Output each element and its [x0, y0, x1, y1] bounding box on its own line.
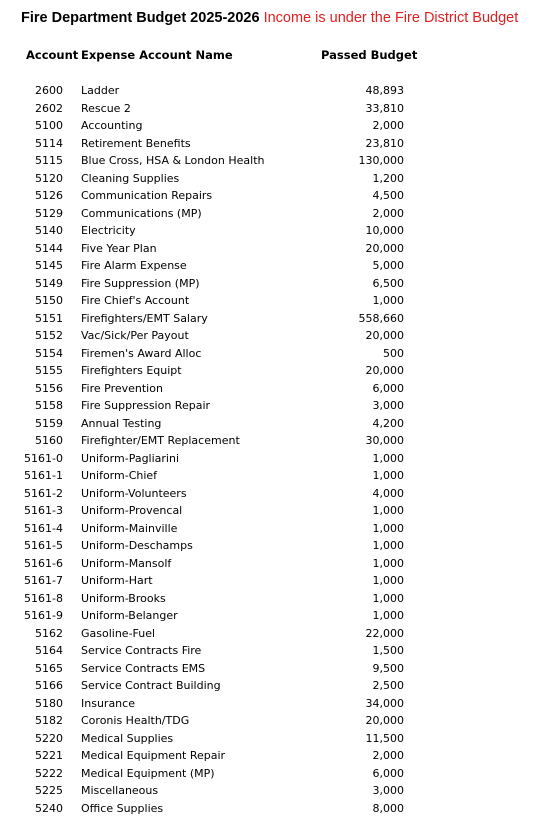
table-row — [0, 520, 547, 538]
account-number: 5161-6 — [24, 556, 63, 570]
account-number: 5115 — [35, 154, 63, 167]
expense-account-name: Office Supplies — [81, 801, 164, 815]
table-row — [0, 590, 547, 608]
table-row — [0, 187, 547, 205]
passed-budget-amount: 3,000 — [372, 399, 404, 412]
passed-budget-amount: 4,200 — [372, 416, 404, 430]
column-header-expense-account-name: Expense Account Name — [81, 48, 233, 62]
table-row — [0, 152, 547, 170]
expense-account-name: Insurance — [81, 696, 135, 710]
expense-account-name: Fire Chief's Account — [81, 294, 190, 307]
table-row — [0, 170, 547, 188]
expense-account-name: Service Contracts EMS — [81, 661, 206, 675]
passed-budget-amount: 558,660 — [358, 311, 404, 325]
account-number: 5129 — [35, 206, 63, 220]
expense-account-name: Electricity — [81, 224, 136, 237]
passed-budget-amount: 1,000 — [372, 469, 404, 482]
expense-account-name: Fire Suppression Repair — [81, 399, 211, 412]
passed-budget-amount: 5,000 — [372, 259, 404, 272]
account-number: 5158 — [35, 399, 63, 412]
column-header-passed-budget: Passed Budget — [321, 48, 418, 62]
passed-budget-amount: 34,000 — [365, 696, 404, 710]
expense-account-name: Firefighters Equipt — [81, 364, 182, 377]
expense-account-name: Accounting — [81, 119, 143, 132]
passed-budget-amount: 1,000 — [372, 591, 404, 605]
passed-budget-amount: 130,000 — [358, 154, 404, 167]
table-row — [0, 310, 547, 328]
account-number: 5161-0 — [24, 451, 63, 465]
expense-account-name: Ladder — [81, 84, 120, 97]
passed-budget-amount: 1,000 — [372, 521, 404, 535]
account-number: 5114 — [35, 136, 63, 150]
expense-account-name: Communications (MP) — [81, 206, 202, 220]
expense-account-name: Firefighter/EMT Replacement — [81, 434, 240, 447]
expense-account-name: Uniform-Volunteers — [81, 486, 187, 500]
expense-account-name: Medical Supplies — [81, 731, 174, 745]
table-row — [0, 205, 547, 223]
budget-table-body — [0, 82, 547, 817]
expense-account-name: Five Year Plan — [81, 241, 157, 255]
table-row — [0, 800, 547, 818]
expense-account-name: Gasoline-Fuel — [81, 626, 156, 640]
table-row — [0, 642, 547, 660]
account-number: 5155 — [35, 364, 63, 377]
account-number: 5120 — [35, 171, 63, 185]
table-row — [0, 100, 547, 118]
account-number: 5149 — [35, 276, 63, 290]
expense-account-name: Medical Equipment (MP) — [81, 766, 215, 780]
account-number: 5162 — [35, 626, 63, 640]
table-row — [0, 485, 547, 503]
passed-budget-amount: 3,000 — [372, 784, 404, 797]
account-number: 5182 — [35, 714, 63, 727]
expense-account-name: Uniform-Pagliarini — [81, 451, 180, 465]
table-row — [0, 415, 547, 433]
table-row — [0, 537, 547, 555]
table-row — [0, 765, 547, 783]
passed-budget-amount: 8,000 — [372, 801, 404, 815]
expense-account-name: Uniform-Mainville — [81, 521, 178, 535]
account-number: 5154 — [35, 346, 63, 360]
passed-budget-amount: 2,000 — [372, 206, 404, 220]
income-note: Income is under the Fire District Budget — [263, 10, 519, 26]
expense-account-name: Firefighters/EMT Salary — [81, 311, 208, 325]
account-number: 5166 — [35, 679, 63, 692]
budget-title: Fire Department Budget 2025-2026 — [21, 10, 260, 26]
passed-budget-amount: 4,500 — [372, 189, 404, 202]
page-title — [21, 10, 518, 26]
passed-budget-amount: 11,500 — [365, 731, 404, 745]
passed-budget-amount: 33,810 — [365, 101, 404, 115]
table-row — [0, 695, 547, 713]
table-row — [0, 572, 547, 590]
table-row — [0, 345, 547, 363]
account-number: 5159 — [35, 416, 63, 430]
account-number: 5140 — [35, 224, 63, 237]
expense-account-name: Communication Repairs — [81, 189, 213, 202]
table-row — [0, 135, 547, 153]
passed-budget-amount: 20,000 — [365, 241, 404, 255]
account-number: 5160 — [35, 434, 63, 447]
passed-budget-amount: 20,000 — [365, 364, 404, 377]
passed-budget-amount: 23,810 — [365, 136, 404, 150]
account-number: 2602 — [35, 101, 63, 115]
table-row — [0, 555, 547, 573]
expense-account-name: Retirement Benefits — [81, 136, 191, 150]
expense-account-name: Uniform-Belanger — [81, 609, 178, 622]
passed-budget-amount: 6,500 — [372, 276, 404, 290]
passed-budget-amount: 9,500 — [372, 661, 404, 675]
account-number: 2600 — [35, 84, 63, 97]
account-number: 5156 — [35, 381, 63, 395]
account-number: 5126 — [35, 189, 63, 202]
expense-account-name: Cleaning Supplies — [81, 171, 180, 185]
table-row — [0, 747, 547, 765]
table-row — [0, 380, 547, 398]
passed-budget-amount: 1,200 — [372, 171, 404, 185]
passed-budget-amount: 1,000 — [372, 539, 404, 552]
table-row — [0, 607, 547, 625]
passed-budget-amount: 48,893 — [365, 84, 404, 97]
table-row — [0, 292, 547, 310]
account-number: 5161-7 — [24, 574, 63, 587]
expense-account-name: Uniform-Provencal — [81, 504, 183, 517]
table-row — [0, 660, 547, 678]
table-row — [0, 82, 547, 100]
table-row — [0, 362, 547, 380]
expense-account-name: Uniform-Mansolf — [81, 556, 172, 570]
expense-account-name: Coronis Health/TDG — [81, 714, 190, 727]
expense-account-name: Annual Testing — [81, 416, 162, 430]
table-row — [0, 327, 547, 345]
expense-account-name: Firemen's Award Alloc — [81, 346, 202, 360]
passed-budget-amount: 10,000 — [365, 224, 404, 237]
expense-account-name: Service Contracts Fire — [81, 644, 202, 657]
passed-budget-amount: 1,000 — [372, 556, 404, 570]
passed-budget-amount: 1,000 — [372, 451, 404, 465]
account-number: 5145 — [35, 259, 63, 272]
passed-budget-amount: 4,000 — [372, 486, 404, 500]
table-row — [0, 712, 547, 730]
table-row — [0, 677, 547, 695]
expense-account-name: Rescue 2 — [81, 101, 131, 115]
expense-account-name: Uniform-Hart — [81, 574, 153, 587]
expense-account-name: Fire Prevention — [81, 381, 163, 395]
account-number: 5161-2 — [24, 486, 63, 500]
passed-budget-amount: 2,000 — [372, 119, 404, 132]
account-number: 5100 — [35, 119, 63, 132]
account-number: 5161-4 — [24, 521, 63, 535]
account-number: 5161-1 — [24, 469, 63, 482]
table-row — [0, 240, 547, 258]
passed-budget-amount: 1,500 — [372, 644, 404, 657]
account-number: 5152 — [35, 329, 63, 342]
passed-budget-amount: 1,000 — [372, 294, 404, 307]
account-number: 5220 — [35, 731, 63, 745]
expense-account-name: Fire Suppression (MP) — [81, 276, 200, 290]
passed-budget-amount: 6,000 — [372, 381, 404, 395]
expense-account-name: Uniform-Brooks — [81, 591, 166, 605]
table-row — [0, 730, 547, 748]
passed-budget-amount: 1,000 — [372, 574, 404, 587]
expense-account-name: Blue Cross, HSA & London Health — [81, 154, 265, 167]
passed-budget-amount: 20,000 — [365, 329, 404, 342]
passed-budget-amount: 6,000 — [372, 766, 404, 780]
account-number: 5240 — [35, 801, 63, 815]
account-number: 5222 — [35, 766, 63, 780]
account-number: 5180 — [35, 696, 63, 710]
account-number: 5221 — [35, 749, 63, 762]
passed-budget-amount: 2,000 — [372, 749, 404, 762]
account-number: 5144 — [35, 241, 63, 255]
passed-budget-amount: 500 — [383, 346, 404, 360]
table-row — [0, 257, 547, 275]
expense-account-name: Uniform-Deschamps — [81, 539, 193, 552]
table-row — [0, 117, 547, 135]
table-row — [0, 450, 547, 468]
table-row — [0, 625, 547, 643]
account-number: 5161-5 — [24, 539, 63, 552]
account-number: 5161-8 — [24, 591, 63, 605]
expense-account-name: Miscellaneous — [81, 784, 159, 797]
table-row — [0, 397, 547, 415]
expense-account-name: Fire Alarm Expense — [81, 259, 187, 272]
account-number: 5161-3 — [24, 504, 63, 517]
account-number: 5150 — [35, 294, 63, 307]
account-number: 5225 — [35, 784, 63, 797]
expense-account-name: Medical Equipment Repair — [81, 749, 226, 762]
table-row — [0, 502, 547, 520]
table-row — [0, 782, 547, 800]
table-row — [0, 275, 547, 293]
passed-budget-amount: 1,000 — [372, 609, 404, 622]
passed-budget-amount: 1,000 — [372, 504, 404, 517]
expense-account-name: Service Contract Building — [81, 679, 221, 692]
expense-account-name: Uniform-Chief — [81, 469, 158, 482]
table-row — [0, 432, 547, 450]
passed-budget-amount: 22,000 — [365, 626, 404, 640]
column-header-account: Account — [26, 48, 79, 62]
account-number: 5151 — [35, 311, 63, 325]
account-number: 5164 — [35, 644, 63, 657]
account-number: 5161-9 — [24, 609, 63, 622]
table-row — [0, 222, 547, 240]
passed-budget-amount: 30,000 — [365, 434, 404, 447]
account-number: 5165 — [35, 661, 63, 675]
passed-budget-amount: 2,500 — [372, 679, 404, 692]
passed-budget-amount: 20,000 — [365, 714, 404, 727]
table-row — [0, 467, 547, 485]
expense-account-name: Vac/Sick/Per Payout — [81, 329, 189, 342]
